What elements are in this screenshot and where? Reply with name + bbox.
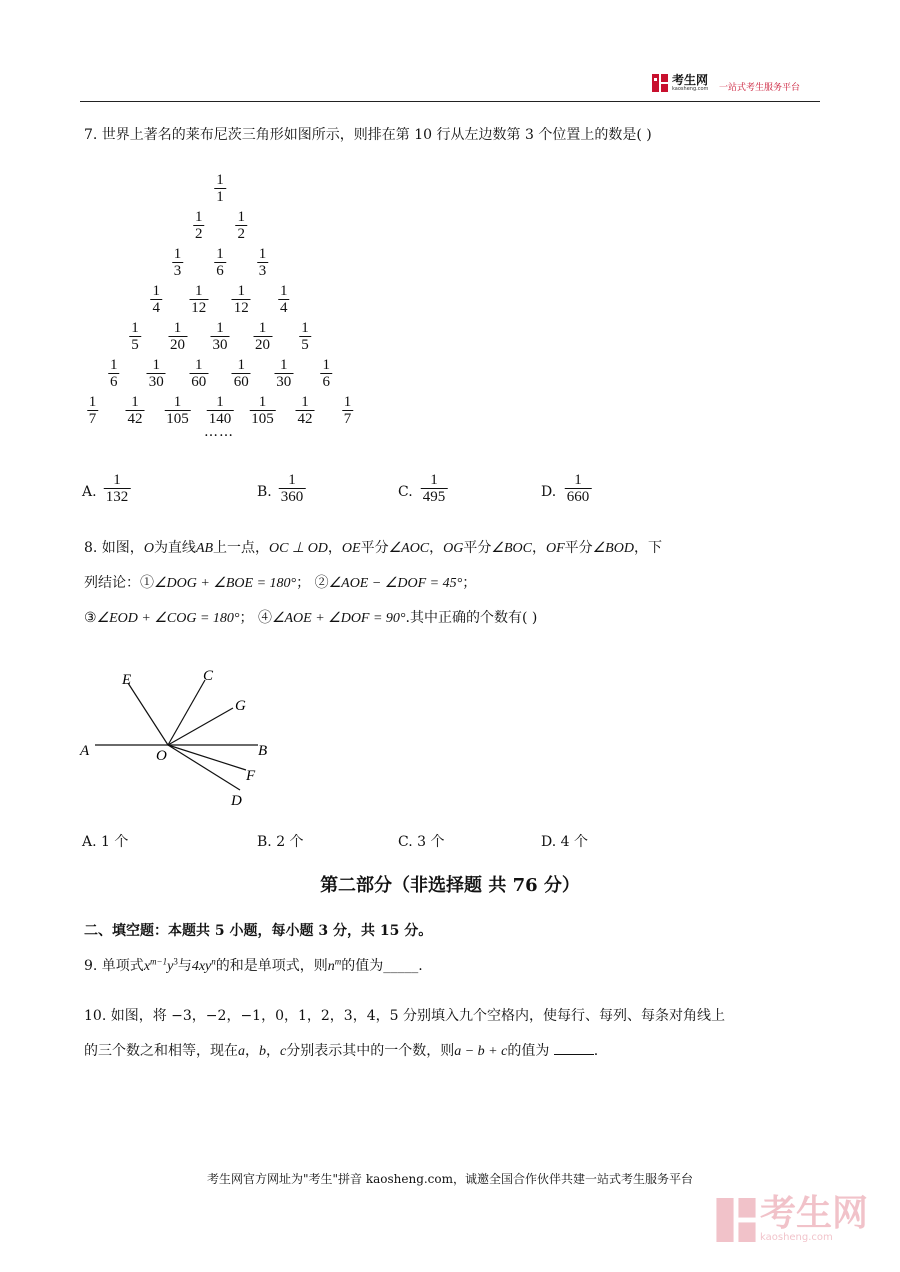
- q7-text: 7. 世界上著名的莱布尼茨三角形如图所示，则排在第 10 行从左边数第 3 个位置上的数是( ): [84, 127, 652, 143]
- q8-text: ③: [84, 610, 97, 626]
- triangle-entry: [278, 283, 290, 316]
- triangle-numerator: 1: [131, 394, 139, 410]
- triangle-denominator: 30: [276, 374, 292, 390]
- triangle-entry: [257, 246, 269, 279]
- q8-option-a[interactable]: [82, 831, 128, 851]
- triangle-denominator: 6: [322, 374, 330, 390]
- watermark-domain: kaosheng.com: [760, 1232, 833, 1243]
- q7-option-c-num: 1: [430, 472, 438, 488]
- triangle-entry: [172, 246, 184, 279]
- triangle-numerator: 1: [195, 357, 203, 373]
- triangle-denominator: 60: [233, 374, 249, 390]
- triangle-denominator: 20: [170, 337, 185, 353]
- watermark: [716, 1193, 869, 1243]
- q8-text: ，下: [633, 540, 662, 556]
- label-f: F: [246, 768, 256, 784]
- q8-option-label: C.: [398, 834, 413, 850]
- q8-text: 列结论：①: [84, 575, 154, 591]
- triangle-denominator: 4: [280, 300, 288, 316]
- q9-expr-n: n: [327, 959, 335, 974]
- q7-option-a-label[interactable]: A.: [82, 484, 97, 500]
- logo-name: 考生网: [672, 73, 709, 87]
- q8-math-ab: AB: [195, 541, 214, 556]
- watermark-name: 考生网: [760, 1193, 869, 1234]
- triangle-denominator: 6: [216, 263, 224, 279]
- q8-text: ； ④: [239, 610, 272, 626]
- q8-text: 平分: [360, 540, 389, 556]
- triangle-numerator: 1: [237, 283, 245, 299]
- q9-expr-y: y: [167, 959, 174, 974]
- q10-var-b: b: [259, 1044, 266, 1059]
- triangle-denominator: 105: [251, 411, 274, 427]
- logo-domain: kaosheng.com: [672, 86, 709, 92]
- ray-oe: [128, 683, 168, 745]
- triangle-denominator: 6: [110, 374, 118, 390]
- q8-text: .其中正确的个数有( ): [405, 610, 538, 626]
- q8-math-o: O: [143, 541, 154, 556]
- q8-text: ； ②: [296, 575, 329, 591]
- q7-option-c-den: 495: [422, 489, 446, 505]
- q8-text: ；: [462, 575, 477, 591]
- triangle-denominator: 30: [148, 374, 164, 390]
- triangle-numerator: 1: [301, 394, 309, 410]
- triangle-numerator: 1: [173, 246, 182, 262]
- q8-math-oe: OE: [341, 541, 361, 556]
- triangle-entry: [168, 320, 187, 353]
- ray-oc: [168, 680, 205, 745]
- triangle-denominator: 30: [212, 337, 228, 353]
- triangle-numerator: 1: [195, 209, 203, 225]
- triangle-numerator: 1: [301, 320, 309, 336]
- triangle-entry: [164, 394, 191, 427]
- q9-end: 的值为_____.: [341, 958, 423, 974]
- label-c: C: [203, 668, 214, 684]
- q7-option-d-den: 660: [566, 489, 590, 505]
- triangle-denominator: 140: [208, 411, 232, 427]
- part-two-title: 第二部分（非选择题 共 76 分）: [320, 875, 580, 896]
- triangle-numerator: 1: [110, 357, 118, 373]
- q8-option-c[interactable]: [398, 831, 444, 851]
- q8-statement-1: ∠DOG + ∠BOE = 180°: [154, 576, 297, 591]
- triangle-denominator: 2: [195, 226, 203, 242]
- triangle-entry: [189, 357, 208, 390]
- q10-expression: a − b + c: [454, 1044, 508, 1059]
- q8-text: 平分: [463, 540, 492, 556]
- triangle-numerator: 1: [216, 320, 224, 336]
- q8-text: ，: [429, 540, 444, 556]
- q9-expr-x: x: [143, 959, 151, 974]
- label-d: D: [231, 793, 242, 809]
- triangle-ellipsis: ……: [204, 424, 234, 440]
- q8-line-2: [84, 572, 476, 592]
- triangle-denominator: 3: [173, 263, 182, 279]
- triangle-entry: [108, 357, 120, 390]
- triangle-entry: [126, 394, 145, 427]
- q9-text: [84, 955, 423, 975]
- q10-text: ，: [266, 1043, 280, 1059]
- q10-line-1: 10. 如图，将 −3，−2，−1，0，1，2，3，4，5 分别填入九个空格内，使每行、每列、每条对角线上: [84, 1008, 725, 1024]
- triangle-numerator: 1: [258, 246, 267, 262]
- q9-suffix: 的和是单项式，则: [215, 958, 328, 974]
- q8-text: ，: [531, 540, 546, 556]
- triangle-entry: [236, 209, 248, 242]
- triangle-entry: [147, 357, 166, 390]
- q8-option-value: 1 个: [101, 834, 129, 850]
- q7-option-d-num: 1: [574, 472, 582, 488]
- q7-option-b-fraction[interactable]: [279, 472, 306, 505]
- triangle-entry: [342, 394, 354, 427]
- q10-text: 的值为: [507, 1043, 550, 1059]
- q8-statement-3: ∠EOD + ∠COG = 180°: [96, 611, 240, 626]
- q8-text: ，: [327, 540, 342, 556]
- q7-option-b-label[interactable]: B.: [257, 484, 272, 500]
- triangle-entry: [249, 394, 276, 427]
- q8-text: 为直线: [153, 540, 196, 556]
- ray-of: [168, 745, 246, 770]
- triangle-numerator: 1: [280, 283, 288, 299]
- watermark-logo-icon: [716, 1198, 756, 1242]
- triangle-entry: [193, 209, 205, 242]
- triangle-denominator: 42: [297, 411, 313, 427]
- q8-line-1: [84, 537, 662, 557]
- q9-exp-2: 3: [173, 956, 178, 967]
- q9-exp-3: n: [211, 956, 216, 967]
- triangle-entry: [87, 394, 99, 427]
- triangle-entry: [232, 357, 251, 390]
- triangle-denominator: 5: [131, 337, 139, 353]
- triangle-entry: [232, 283, 251, 316]
- triangle-numerator: 1: [195, 283, 203, 299]
- q7-option-a-den: 132: [105, 489, 129, 505]
- q8-option-label: D.: [541, 834, 557, 850]
- triangle-numerator: 1: [88, 394, 97, 410]
- triangle-denominator: 7: [343, 411, 352, 427]
- q10-text: 分别表示其中的一个数，则: [286, 1043, 455, 1059]
- triangle-entry: [296, 394, 315, 427]
- q9-expr-4xy: 4xy: [191, 959, 212, 974]
- triangle-entry: [299, 320, 311, 353]
- triangle-entry: [211, 320, 230, 353]
- triangle-numerator: 1: [343, 394, 352, 410]
- footer-text: 考生网官方网址为"考生"拼音 kaosheng.com，诚邀全国合作伙伴共建一站式考生服务平台: [206, 1172, 694, 1186]
- triangle-denominator: 12: [191, 300, 207, 316]
- q9-exp-4: m: [334, 956, 342, 967]
- triangle-numerator: 1: [152, 283, 160, 299]
- triangle-entry: [274, 357, 293, 390]
- header-divider: [80, 101, 820, 102]
- q10-var-a: a: [238, 1044, 245, 1059]
- q8-math-boc: ∠BOC: [491, 541, 532, 556]
- triangle-numerator: 1: [131, 320, 139, 336]
- q10-text: ，: [245, 1043, 259, 1059]
- q7-option-d-fraction[interactable]: [565, 472, 592, 505]
- triangle-denominator: 1: [216, 189, 224, 205]
- q8-statement-2: ∠AOE − ∠DOF = 45°: [328, 576, 463, 591]
- triangle-denominator: 2: [237, 226, 245, 242]
- q10-answer-blank[interactable]: [554, 1040, 594, 1055]
- kaosheng-logo-icon: [652, 74, 668, 92]
- q7-option-b-den: 360: [280, 489, 304, 505]
- triangle-numerator: 1: [280, 357, 288, 373]
- q7-option-b-num: 1: [288, 472, 296, 488]
- q8-math-aoc: ∠AOC: [388, 541, 430, 556]
- q8-math-perp: OC ⊥ OD: [269, 541, 328, 556]
- triangle-entry: [129, 320, 141, 353]
- triangle-denominator: 20: [255, 337, 270, 353]
- q8-option-b[interactable]: [257, 831, 304, 851]
- label-o: O: [156, 748, 167, 764]
- triangle-denominator: 5: [301, 337, 309, 353]
- q8-option-label: A.: [82, 834, 97, 850]
- q8-text: 平分: [564, 540, 593, 556]
- triangle-entry: [214, 246, 226, 279]
- triangle-numerator: 1: [237, 209, 245, 225]
- triangle-denominator: 105: [166, 411, 189, 427]
- q10-line-2: [84, 1040, 598, 1060]
- triangle-numerator: 1: [152, 357, 160, 373]
- label-a: A: [80, 743, 90, 759]
- ray-od: [168, 745, 240, 790]
- q8-line-3: [84, 607, 537, 627]
- triangle-denominator: 42: [127, 411, 143, 427]
- header-slogan: 一站式考生服务平台: [719, 83, 801, 93]
- triangle-entry: [253, 320, 272, 353]
- q7-option-a-fraction[interactable]: [104, 472, 131, 505]
- q10-end: .: [593, 1043, 599, 1059]
- q8-text: 上一点，: [213, 540, 270, 556]
- triangle-denominator: 4: [152, 300, 160, 316]
- triangle-numerator: 1: [216, 394, 224, 410]
- q8-option-value: 4 个: [560, 834, 588, 850]
- triangle-numerator: 1: [258, 394, 267, 410]
- triangle-entry: [214, 172, 226, 205]
- triangle-entry: [189, 283, 208, 316]
- q8-option-value: 2 个: [276, 834, 304, 850]
- q8-statement-4: ∠AOE + ∠DOF = 90°: [271, 611, 406, 626]
- q9-prefix: 9. 单项式: [84, 958, 144, 974]
- triangle-numerator: 1: [173, 320, 182, 336]
- triangle-denominator: 7: [88, 411, 97, 427]
- q7-option-d-label[interactable]: D.: [541, 484, 557, 500]
- triangle-entry: [321, 357, 333, 390]
- q8-text: 8. 如图，: [84, 540, 144, 556]
- q7-option-a-num: 1: [113, 472, 121, 488]
- triangle-numerator: 1: [216, 172, 224, 188]
- q8-option-value: 3 个: [417, 834, 445, 850]
- triangle-numerator: 1: [237, 357, 245, 373]
- q10-var-c: c: [280, 1044, 287, 1059]
- q7-option-c-fraction[interactable]: [421, 472, 448, 505]
- triangle-numerator: 1: [173, 394, 182, 410]
- label-b: B: [258, 743, 268, 759]
- triangle-denominator: 3: [258, 263, 267, 279]
- label-g: G: [235, 698, 246, 714]
- brand-logo: [652, 72, 708, 94]
- q9-exp-1: m−1: [150, 956, 168, 967]
- triangle-entry: [207, 394, 234, 427]
- fill-blank-section-heading: 二、填空题：本题共 5 小题，每小题 3 分，共 15 分。: [84, 923, 433, 939]
- triangle-denominator: 60: [191, 374, 207, 390]
- q7-option-c-label[interactable]: C.: [398, 484, 413, 500]
- ray-og: [168, 708, 233, 745]
- triangle-numerator: 1: [258, 320, 267, 336]
- q8-option-label: B.: [257, 834, 272, 850]
- q8-math-of: OF: [545, 541, 565, 556]
- triangle-numerator: 1: [322, 357, 330, 373]
- triangle-denominator: 12: [233, 300, 249, 316]
- q8-math-bod: ∠BOD: [592, 541, 634, 556]
- q9-mid: 与: [177, 958, 192, 974]
- q8-option-d[interactable]: [541, 831, 588, 851]
- label-e: E: [122, 672, 132, 688]
- triangle-entry: [151, 283, 163, 316]
- q8-geometry-figure: [70, 660, 290, 810]
- triangle-numerator: 1: [216, 246, 224, 262]
- q10-text: 的三个数之和相等，现在: [84, 1043, 238, 1059]
- q8-math-og: OG: [443, 541, 464, 556]
